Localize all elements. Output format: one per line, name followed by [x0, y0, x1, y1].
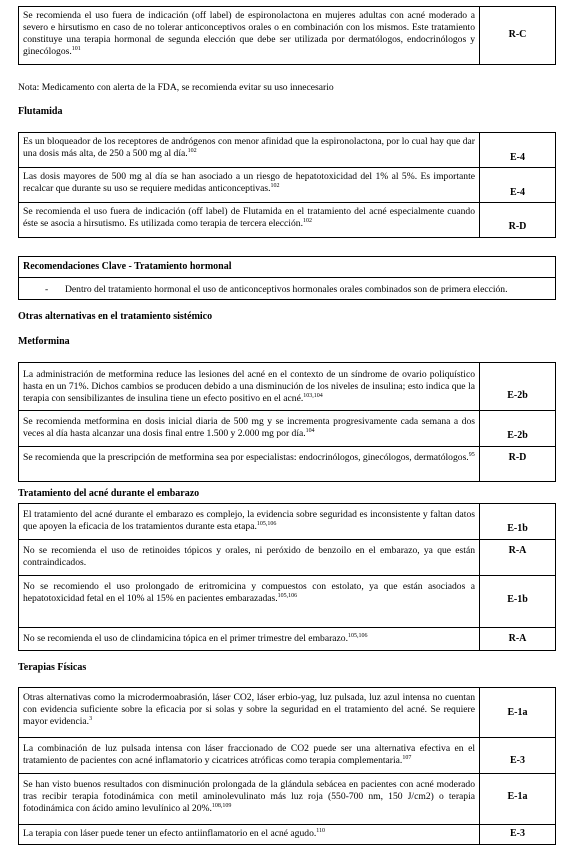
evidence-code: R-D — [508, 452, 527, 463]
metformina-row-1: La administración de metformina reduce las lesiones del acné en el contexto de un síndrome de ovario poliquístico hasta en un 71%. Dichos cambios se producen debido a una disminución de los niveles de insulina; esto indica que la terapia con sensibilizantes de insulina tiene un efecto positivo en el acné.$^{103,104}$ E-2b — [18, 362, 556, 411]
fda-note: Nota: Medicamento con alerta de la FDA, se recomienda evitar su uso innecesario — [18, 82, 334, 93]
evidence-code: E-1b — [507, 523, 528, 534]
evidence-code: E-1b — [507, 594, 528, 605]
section-heading-otras: Otras alternativas en el tratamiento sistémico — [18, 311, 213, 322]
recommendation-row-espironolactona — [18, 6, 556, 65]
metformina-row-2: Se recomienda metformina en dosis inicial diaria de 500 mg y se incrementa progresivamente cada semana a dos veces al día hasta alcanzar una dosis final entre 1.500 y 2.000 mg por día.$^{104}$ E-2b — [18, 410, 556, 447]
evidence-code: E-1a — [507, 791, 528, 802]
metformina-row-3: Se recomienda que la prescripción de metformina sea por especialistas: endocrinólogos, ginecólogos, dermatólogos.$^{95}$ R-D — [18, 446, 556, 482]
fisicas-row-3: Se han visto buenos resultados con disminución prolongada de la glándula sebácea en pacientes con acné moderado tras recibir terapia fotodinámica con metil aminolevulinato más luz roja (550-700 nm, 150 J/cm2) o terapia fotodinámica con ácido amino levulínico al 20%.$^{108,109}$ E-1a — [18, 773, 556, 825]
fisicas-row-1: Otras alternativas como la microdermoabrasión, láser CO2, láser erbio-yag, luz pulsada, luz azul intensa no cuentan con evidencia suficiente sobre la eficacia por si solas y sobre la seguridad en el tratamiento del acné. Se requiere mayor evidencia.$^3$ E-1a — [18, 687, 556, 738]
flutamida-row-3: Se recomienda el uso fuera de indicación (off label) de Flutamida en el tratamiento del acné especialmente cuando éste se asocia a hirsutismo. Es utilizada como terapia de tercera elección.$^{102}$ R-D — [18, 202, 556, 238]
key-recommendations-title: Recomendaciones Clave - Tratamiento hormonal — [23, 261, 232, 272]
evidence-code: E-2b — [507, 390, 528, 401]
flutamida-row-2: Las dosis mayores de 500 mg al día se han asociado a un riesgo de hepatotoxicidad del 1% al 5%. Es importante recalcar que durante su uso se requiere medidas anticonceptivas.$^{102}$ E-4 — [18, 167, 556, 203]
evidence-code: R-A — [508, 633, 527, 644]
evidence-code: R-A — [508, 545, 527, 556]
key-recommendation-item: Dentro del tratamiento hormonal el uso de anticonceptivos hormonales orales combinados son de primera elección. — [65, 284, 508, 295]
evidence-code: R-C — [508, 29, 527, 40]
section-heading-embarazo: Tratamiento del acné durante el embarazo — [18, 488, 200, 499]
section-heading-flutamida: Flutamida — [18, 106, 63, 117]
embarazo-row-4: No se recomienda el uso de clindamicina tópica en el primer trimestre del embarazo.$^{105,106}$ R-A — [18, 627, 556, 651]
flutamida-row-1: Es un bloqueador de los receptores de andrógenos con menor afinidad que la espironolactona, por lo cual hay que dar una dosis más alta, de 250 a 500 mg al día.$^{102}$ E-4 — [18, 132, 556, 168]
bullet: - — [45, 284, 49, 295]
evidence-code: E-4 — [510, 152, 525, 163]
embarazo-row-3: No se recomiendo el uso prolongado de eritromicina y compuestos con estolato, ya que están asociados a hepatotoxicidad fetal en el 10% al 15% en pacientes embarazadas.$^{105,106}$ E-1b — [18, 575, 556, 628]
fisicas-row-4: La terapia con láser puede tener un efecto antiinflamatorio en el acné agudo.$^{110}$ E-3 — [18, 824, 556, 845]
row-text: Se recomienda el uso fuera de indicación (off label) de espironolactona en mujeres adultas con acné moderado a severo e hirsutismo en caso de no tolerar anticonceptivos orales o en combinación con los mismos. Este tratamiento constituye una terapia hormonal de segunda elección que debe ser utilizada por dermatólogos, endocrinólogos y ginecólogos.$^{101}$ — [23, 10, 475, 57]
section-heading-terapias-fisicas: Terapias Físicas — [18, 662, 87, 673]
embarazo-row-1: El tratamiento del acné durante el embarazo es complejo, la evidencia sobre seguridad es inconsistente y faltan datos que apoyen la eficacia de los tratamientos durante esta etapa.$^{105,106}$ E-1b — [18, 503, 556, 540]
evidence-code: E-2b — [507, 430, 528, 441]
evidence-code: E-3 — [510, 755, 525, 766]
evidence-code: E-1a — [507, 707, 528, 718]
evidence-code: E-4 — [510, 187, 525, 198]
section-heading-metformina: Metformina — [18, 336, 70, 347]
evidence-code: E-3 — [510, 828, 525, 839]
key-recommendations-box — [18, 256, 556, 300]
evidence-code: R-D — [508, 221, 527, 232]
embarazo-row-2: No se recomienda el uso de retinoides tópicos y orales, ni peróxido de benzoilo en el embarazo, ya que están contraindicados. R-A — [18, 539, 556, 576]
fisicas-row-2: La combinación de luz pulsada intensa con láser fraccionado de CO2 puede ser una alternativa efectiva en el tratamiento de pacientes con acné inflamatorio y cicatrices atróficas como terapia complementaria.$^{107}$ E-3 — [18, 737, 556, 774]
